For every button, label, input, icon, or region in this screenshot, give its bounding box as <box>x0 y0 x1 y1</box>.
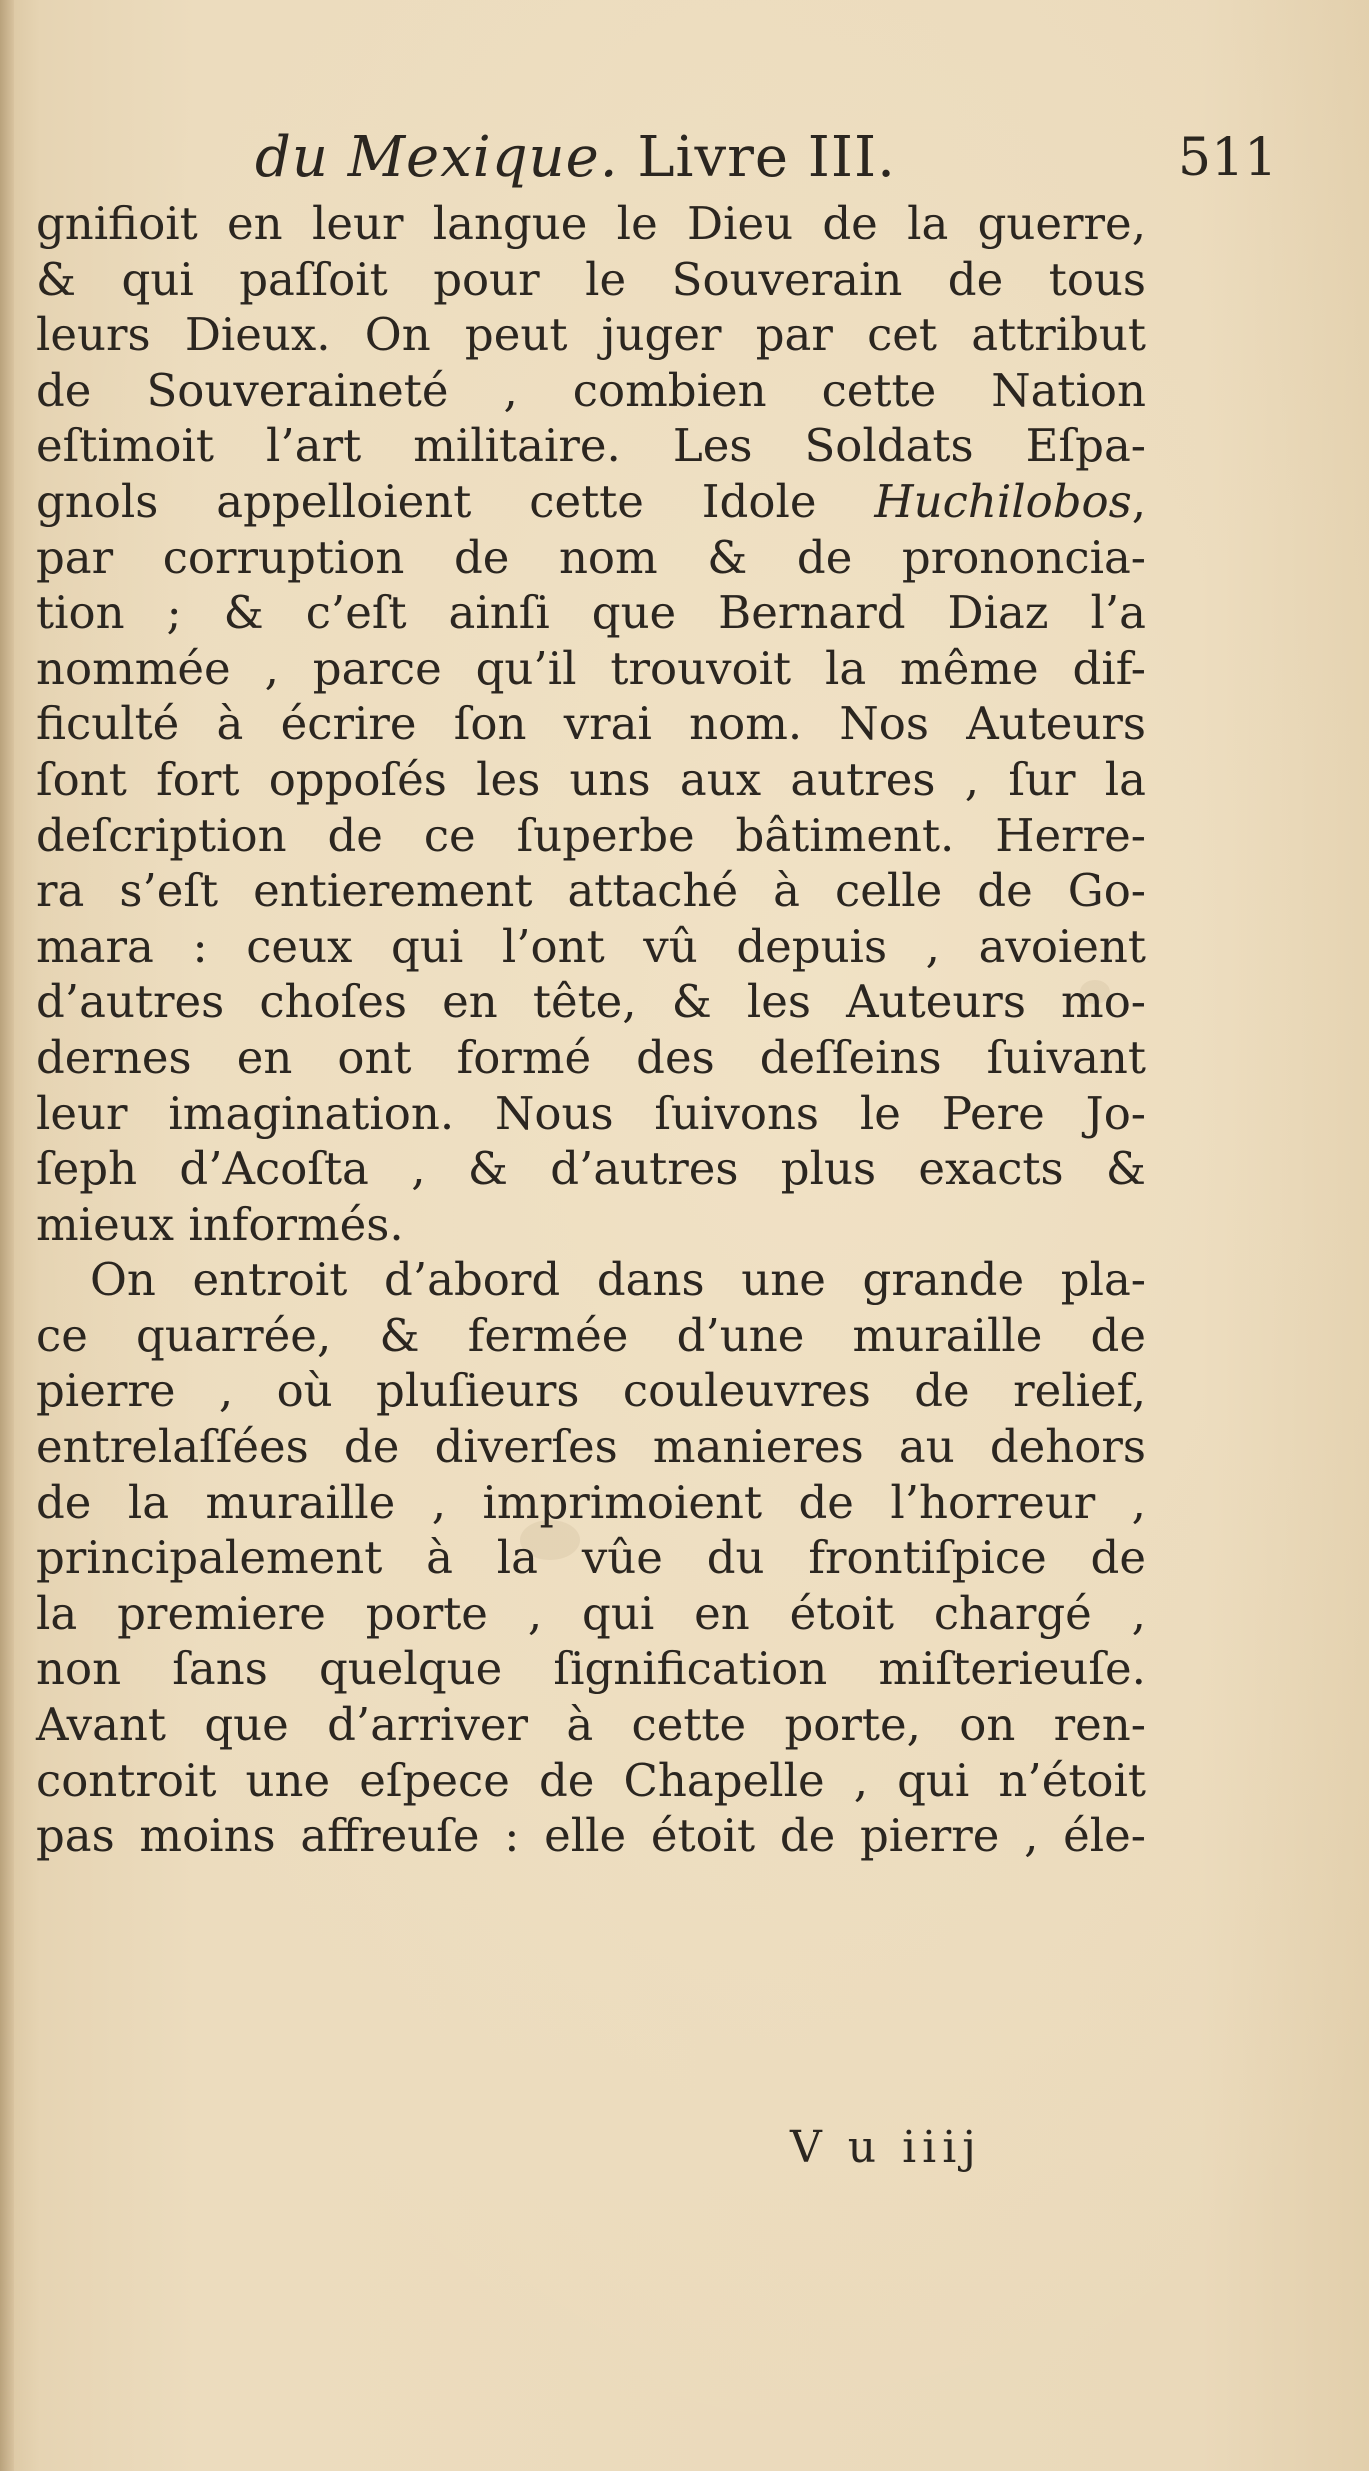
page-number: 511 <box>1178 128 1278 188</box>
text-line: deſcription de ce ſuperbe bâtiment. Herre- <box>36 808 1146 862</box>
text-line: gnifioit en leur langue le Dieu de la guerre, <box>36 197 1146 250</box>
text-line: pierre , où pluſieurs couleuvres de relief, <box>36 1364 1146 1418</box>
text-line: leurs Dieux. On peut juger par cet attribut <box>36 308 1146 362</box>
text-line-paragraph-end: mieux informés. <box>36 1197 404 1251</box>
text-line: ficulté à écrire ſon vrai nom. Nos Auteurs <box>36 697 1146 751</box>
text-line: la premiere porte , qui en étoit chargé , <box>36 1586 1146 1640</box>
running-head-title <box>255 118 896 198</box>
text-line: Avant que d’arriver à cette porte, on ren- <box>36 1698 1146 1752</box>
text-line: controit une eſpece de Chapelle , qui n’étoit <box>36 1753 1146 1807</box>
text-line: dernes en ont formé des deſſeins ſuivant <box>36 1030 1146 1084</box>
text-line: par corruption de nom & de prononcia- <box>36 530 1146 584</box>
text-line: eſtimoit l’art militaire. Les Soldats Eſpa- <box>36 419 1146 473</box>
idol-name-italic: Huchilobos <box>874 474 1132 528</box>
text-line: principalement à la vûe du frontiſpice de <box>36 1531 1146 1585</box>
signature-mark: V u iiij <box>790 2122 982 2173</box>
text-line: non ſans quelque ſignification miſterieuſe. <box>36 1642 1146 1696</box>
running-head-title-roman: Livre III. <box>618 125 896 190</box>
running-head-title-italic: du Mexique. <box>255 125 619 190</box>
text-line: de la muraille , imprimoient de l’horreur , <box>36 1475 1146 1529</box>
text-line: ra s’eſt entierement attaché à celle de Go- <box>36 864 1146 918</box>
text-line: nommée , parce qu’il trouvoit la même dif- <box>36 641 1146 695</box>
text-line: ſont fort oppoſés les uns aux autres , ſur la <box>36 752 1146 806</box>
text-line-paragraph-start: On entroit d’abord dans une grande pla- <box>90 1253 1146 1307</box>
text-line: de Souveraineté , combien cette Nation <box>36 363 1146 417</box>
text-line: tion ; & c’eſt ainſi que Bernard Diaz l’a <box>36 586 1146 640</box>
page-gutter <box>0 0 14 2471</box>
text-line: d’autres choſes en tête, & les Auteurs mo- <box>36 975 1146 1029</box>
text-line: mara : ceux qui l’ont vû depuis , avoient <box>36 919 1146 973</box>
text-line: ſeph d’Acoſta , & d’autres plus exacts & <box>36 1142 1146 1196</box>
text-line: pas moins affreuſe : elle étoit de pierre , éle- <box>36 1809 1146 1863</box>
text-line: leur imagination. Nous ſuivons le Pere Jo- <box>36 1086 1146 1140</box>
text-line-italic-name: gnols appelloient cette Idole Huchilobos, <box>36 474 1146 528</box>
text-line: entrelaſſées de diverſes manieres au dehors <box>36 1420 1146 1474</box>
body-text <box>36 196 1146 1864</box>
text-line: & qui paſſoit pour le Souverain de tous <box>36 252 1146 306</box>
text-line: ce quarrée, & fermée d’une muraille de <box>36 1308 1146 1362</box>
running-head <box>0 118 1369 198</box>
